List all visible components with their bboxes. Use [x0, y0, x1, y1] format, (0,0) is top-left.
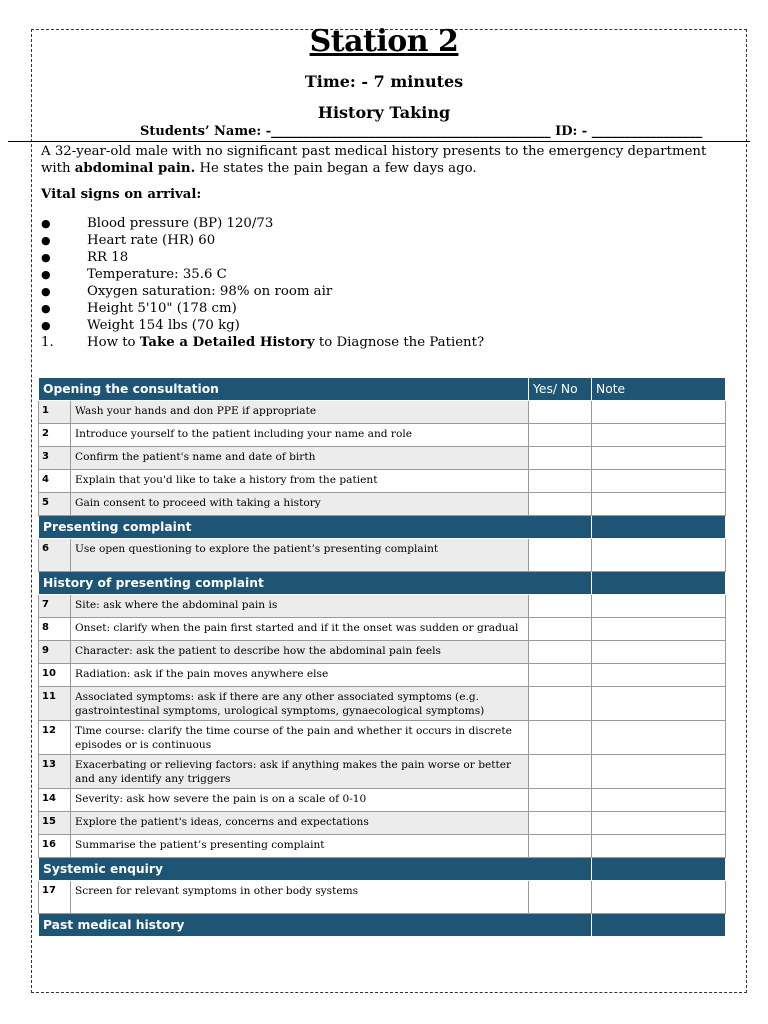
item-number: 6: [39, 539, 71, 572]
note-header: [592, 914, 726, 937]
section-header-row: [39, 914, 726, 937]
student-name-id-line: Students’ Name: -___________________________________________ ID: - _________________: [140, 124, 703, 139]
question: [41, 335, 484, 350]
note-cell[interactable]: [592, 595, 726, 618]
station-subject: History Taking: [317, 103, 451, 122]
vital-item: [41, 215, 332, 232]
note-header: [592, 858, 726, 881]
vital-item: [41, 317, 332, 334]
intro-text-end: He states the pain began a few days ago.: [195, 161, 477, 176]
yes-no-cell[interactable]: [529, 618, 592, 641]
vital-text: Heart rate (HR) 60: [87, 233, 216, 248]
bullet-icon: ●: [41, 302, 51, 315]
vital-text: Temperature: 35.6 C: [87, 267, 227, 282]
vital-text: Blood pressure (BP) 120/73: [87, 216, 274, 231]
table-row: [39, 664, 726, 687]
yes-no-cell[interactable]: [529, 424, 592, 447]
yes-no-cell[interactable]: [529, 401, 592, 424]
item-number: 7: [39, 595, 71, 618]
note-cell[interactable]: [592, 835, 726, 858]
yes-no-cell[interactable]: [529, 789, 592, 812]
item-number: 2: [39, 424, 71, 447]
item-number: 9: [39, 641, 71, 664]
item-number: 15: [39, 812, 71, 835]
table-row: [39, 595, 726, 618]
vital-text: Weight 154 lbs (70 kg): [87, 318, 240, 333]
yes-no-cell[interactable]: [529, 493, 592, 516]
table-row: [39, 493, 726, 516]
table-row: [39, 687, 726, 721]
table-row: [39, 881, 726, 914]
item-text: Confirm the patient's name and date of birth: [71, 447, 529, 470]
yes-no-cell[interactable]: [529, 470, 592, 493]
table-row: [39, 424, 726, 447]
vital-item: [41, 232, 332, 249]
item-number: 12: [39, 721, 71, 755]
note-cell[interactable]: [592, 812, 726, 835]
item-number: 3: [39, 447, 71, 470]
yes-no-cell[interactable]: [529, 447, 592, 470]
note-cell[interactable]: [592, 755, 726, 789]
yes-no-header: Yes/ No: [529, 378, 592, 401]
yes-no-cell[interactable]: [529, 755, 592, 789]
section-title: Systemic enquiry: [39, 858, 592, 881]
item-number: 17: [39, 881, 71, 914]
table-row: [39, 835, 726, 858]
bullet-icon: ●: [41, 217, 51, 230]
table-row: [39, 401, 726, 424]
question-text: How to: [87, 335, 140, 350]
item-text: Site: ask where the abdominal pain is: [71, 595, 529, 618]
note-header: [592, 572, 726, 595]
item-text: Screen for relevant symptoms in other body systems: [71, 881, 529, 914]
section-title: Past medical history: [39, 914, 592, 937]
vitals-heading: Vital signs on arrival:: [41, 187, 202, 202]
station-title: Station 2: [309, 24, 459, 59]
vitals-list: [41, 215, 332, 334]
item-text: Explain that you'd like to take a history from the patient: [71, 470, 529, 493]
yes-no-cell[interactable]: [529, 835, 592, 858]
table-row: [39, 789, 726, 812]
table-row: [39, 721, 726, 755]
table-row: [39, 755, 726, 789]
item-number: 13: [39, 755, 71, 789]
note-cell[interactable]: [592, 687, 726, 721]
intro-text: A 32-year-old male with no significant past medical history presents to the emergency department with: [41, 144, 707, 176]
table-row: [39, 470, 726, 493]
intro-bold: abdominal pain.: [74, 161, 196, 176]
case-intro: [41, 143, 731, 177]
vital-item: [41, 300, 332, 317]
note-cell[interactable]: [592, 641, 726, 664]
question-number: 1.: [41, 335, 54, 350]
vital-text: Height 5'10" (178 cm): [87, 301, 237, 316]
section-header-row: [39, 516, 726, 539]
note-cell[interactable]: [592, 493, 726, 516]
yes-no-cell[interactable]: [529, 595, 592, 618]
yes-no-cell[interactable]: [529, 664, 592, 687]
item-number: 1: [39, 401, 71, 424]
item-text: Summarise the patient’s presenting complaint: [71, 835, 529, 858]
item-text: Use open questioning to explore the patient’s presenting complaint: [71, 539, 529, 572]
note-header: Note: [592, 378, 726, 401]
note-cell[interactable]: [592, 539, 726, 572]
vital-item: [41, 266, 332, 283]
item-text: Time course: clarify the time course of the pain and whether it occurs in discrete episodes or is continuous: [71, 721, 529, 755]
table-row: [39, 539, 726, 572]
note-cell[interactable]: [592, 447, 726, 470]
item-text: Associated symptoms: ask if there are any other associated symptoms (e.g. gastrointestinal symptoms, urological symptoms, gynaecological symptoms): [71, 687, 529, 721]
item-number: 14: [39, 789, 71, 812]
note-cell[interactable]: [592, 424, 726, 447]
item-number: 4: [39, 470, 71, 493]
question-text-end: to Diagnose the Patient?: [314, 335, 485, 350]
item-number: 11: [39, 687, 71, 721]
bullet-icon: ●: [41, 251, 51, 264]
question-bold: Take a Detailed History: [139, 335, 315, 350]
note-cell[interactable]: [592, 881, 726, 914]
item-text: Exacerbating or relieving factors: ask if anything makes the pain worse or better and any identify any triggers: [71, 755, 529, 789]
item-text: Wash your hands and don PPE if appropriate: [71, 401, 529, 424]
section-title: Presenting complaint: [39, 516, 592, 539]
checklist-table: [38, 377, 726, 937]
item-number: 10: [39, 664, 71, 687]
vital-item: [41, 249, 332, 266]
item-number: 8: [39, 618, 71, 641]
note-header: [592, 516, 726, 539]
yes-no-cell[interactable]: [529, 881, 592, 914]
note-cell[interactable]: [592, 789, 726, 812]
time-limit: Time: - 7 minutes: [304, 72, 464, 91]
item-text: Gain consent to proceed with taking a history: [71, 493, 529, 516]
vital-item: [41, 283, 332, 300]
item-text: Onset: clarify when the pain first started and if it the onset was sudden or gradual: [71, 618, 529, 641]
table-row: [39, 641, 726, 664]
note-cell[interactable]: [592, 470, 726, 493]
item-text: Character: ask the patient to describe how the abdominal pain feels: [71, 641, 529, 664]
section-header-row: [39, 572, 726, 595]
yes-no-cell[interactable]: [529, 687, 592, 721]
section-header-row: [39, 858, 726, 881]
section-title: Opening the consultation: [39, 378, 529, 401]
bullet-icon: ●: [41, 234, 51, 247]
bullet-icon: ●: [41, 285, 51, 298]
vital-text: Oxygen saturation: 98% on room air: [87, 284, 333, 299]
yes-no-cell[interactable]: [529, 641, 592, 664]
divider: [8, 141, 750, 142]
item-number: 5: [39, 493, 71, 516]
section-header-row: [39, 378, 726, 401]
table-row: [39, 618, 726, 641]
note-cell[interactable]: [592, 618, 726, 641]
yes-no-cell[interactable]: [529, 721, 592, 755]
table-row: [39, 812, 726, 835]
vital-text: RR 18: [87, 250, 129, 265]
bullet-icon: ●: [41, 268, 51, 281]
table-row: [39, 447, 726, 470]
item-text: Severity: ask how severe the pain is on a scale of 0-10: [71, 789, 529, 812]
section-title: History of presenting complaint: [39, 572, 592, 595]
item-text: Introduce yourself to the patient including your name and role: [71, 424, 529, 447]
item-text: Radiation: ask if the pain moves anywhere else: [71, 664, 529, 687]
item-number: 16: [39, 835, 71, 858]
yes-no-cell[interactable]: [529, 812, 592, 835]
item-text: Explore the patient's ideas, concerns and expectations: [71, 812, 529, 835]
yes-no-cell[interactable]: [529, 539, 592, 572]
note-cell[interactable]: [592, 401, 726, 424]
note-cell[interactable]: [592, 664, 726, 687]
bullet-icon: ●: [41, 319, 51, 332]
note-cell[interactable]: [592, 721, 726, 755]
